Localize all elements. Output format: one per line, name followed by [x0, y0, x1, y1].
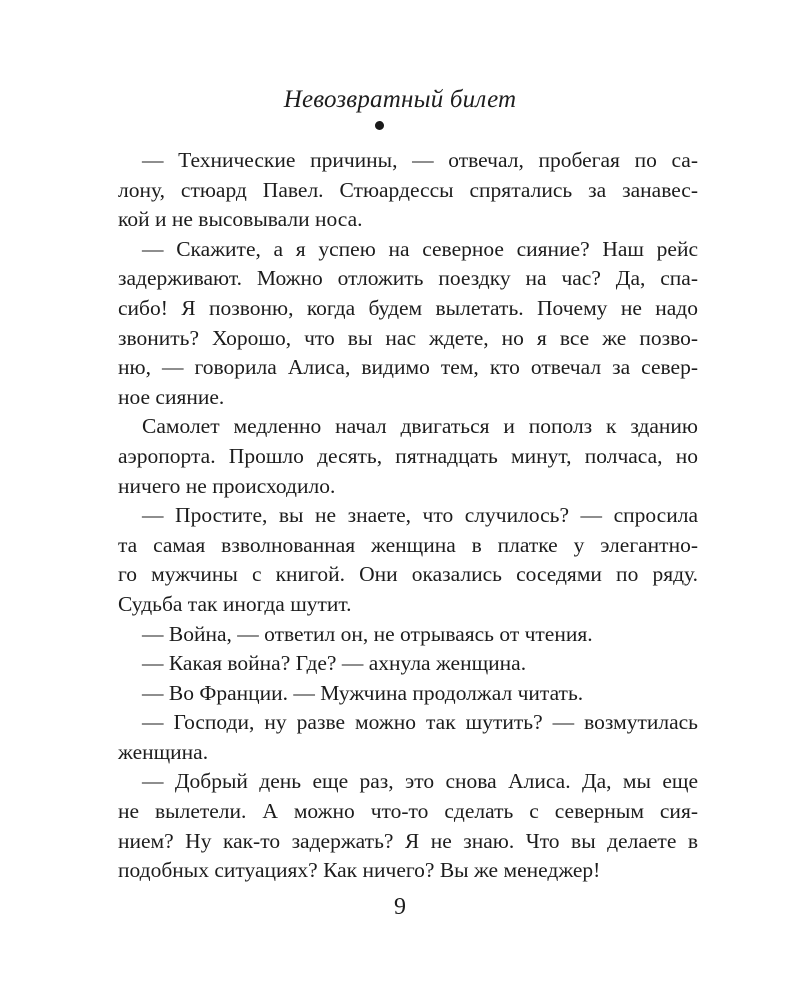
- text-line: — Скажите, а я успею на северное сияние? Наш рейс: [142, 236, 698, 261]
- text-line: — Война, — ответил он, не отрываясь от чтения.: [142, 621, 593, 646]
- text-line: кой и не высовывали носа.: [118, 207, 363, 232]
- text-line: не вылетели. А можно что-то сделать с северным сия-: [118, 799, 698, 824]
- text-line: звонить? Хорошо, что вы нас ждете, но я все же позво-: [118, 325, 698, 350]
- text-line: ное сияние.: [118, 384, 225, 409]
- text-line: та самая взволнованная женщина в платке у элегантно-: [118, 532, 698, 557]
- text-line: подобных ситуациях? Как ничего? Вы же менеджер!: [118, 858, 601, 883]
- text-line: — Во Франции. — Мужчина продолжал читать.: [142, 680, 584, 705]
- text-line: — Технические причины, — отвечал, пробегая по са-: [142, 148, 698, 172]
- text-line: сибо! Я позвоню, когда будем вылетать. Почему не надо: [118, 295, 698, 320]
- text-line: — Какая война? Где? — ахнула женщина.: [142, 651, 527, 676]
- header-bullet-ornament: [375, 121, 384, 130]
- text-line: ню, — говорила Алиса, видимо тем, кто отвечал за север-: [118, 355, 698, 380]
- text-line: Самолет медленно начал двигаться и пополз к зданию: [142, 414, 698, 439]
- body-text: [118, 146, 698, 886]
- text-line: женщина.: [118, 739, 209, 764]
- text-line: — Господи, ну разве можно так шутить? — возмутилась: [142, 710, 698, 735]
- text-line: — Добрый день еще раз, это снова Алиса. Да, мы еще: [142, 769, 698, 794]
- text-line: Судьба так иногда шутит.: [118, 591, 352, 616]
- text-line: аэропорта. Прошло десять, пятнадцать минут, полчаса, но: [118, 443, 698, 468]
- text-line: го мужчины с книгой. Они оказались соседями по ряду.: [118, 562, 698, 587]
- page-number: 9: [394, 894, 406, 920]
- text-line: лону, стюард Павел. Стюардессы спрятались за занавес-: [118, 177, 698, 202]
- text-line: нием? Ну как-то задержать? Я не знаю. Что вы делаете в: [118, 828, 698, 853]
- text-line: ничего не происходило.: [118, 473, 336, 498]
- running-title: Невозвратный билет: [283, 86, 517, 113]
- text-line: — Простите, вы не знаете, что случилось? — спросила: [142, 503, 698, 528]
- text-line: задерживают. Можно отложить поездку на час? Да, спа-: [118, 266, 698, 291]
